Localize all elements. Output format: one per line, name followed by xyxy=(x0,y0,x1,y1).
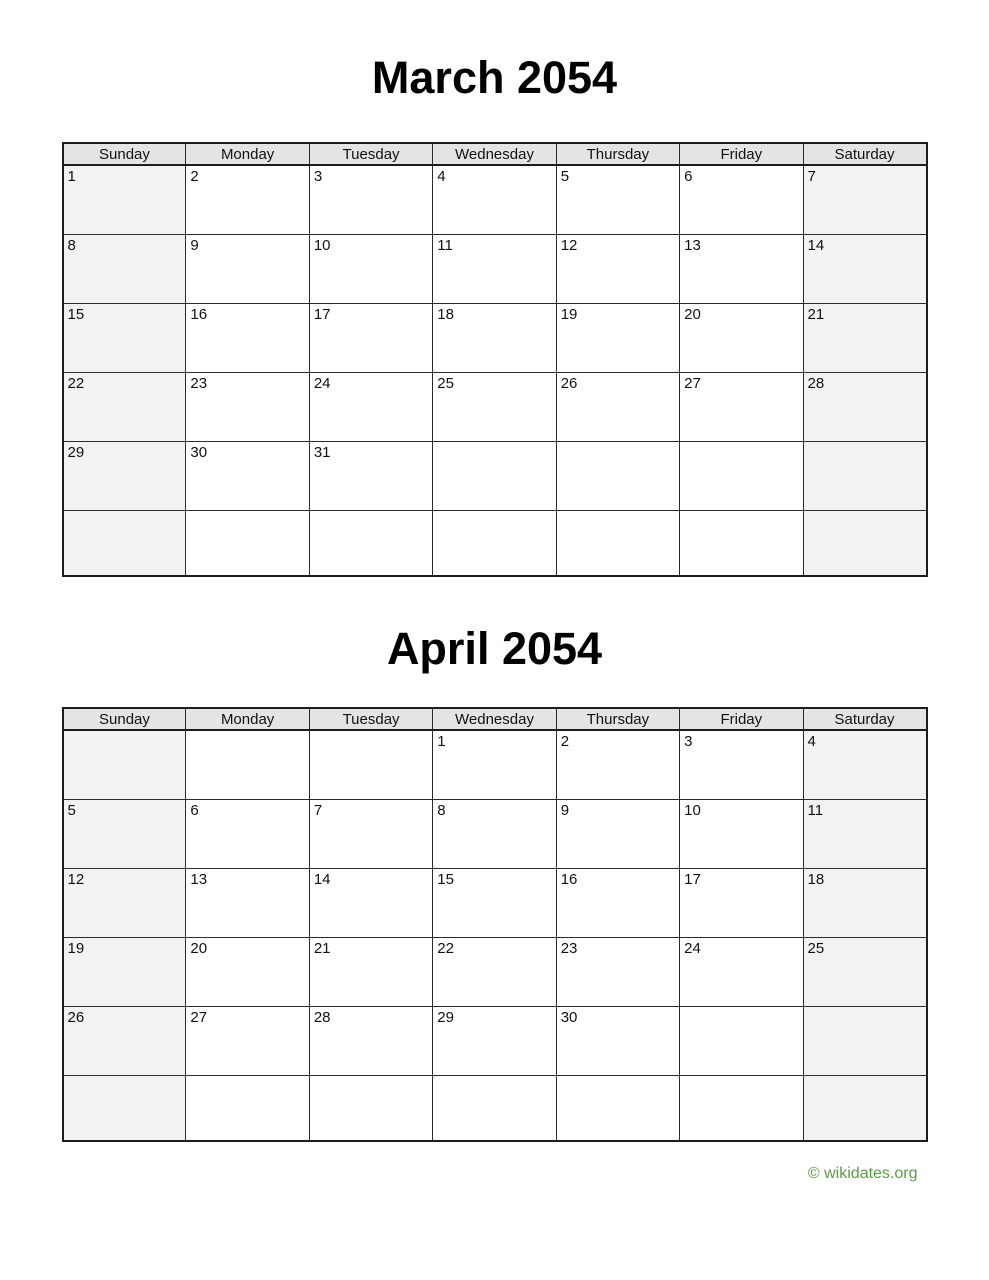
empty-day-cell xyxy=(63,510,186,576)
day-cell: 28 xyxy=(309,1006,432,1075)
day-cell: 7 xyxy=(309,799,432,868)
day-cell: 20 xyxy=(680,303,803,372)
day-cell: 13 xyxy=(186,868,309,937)
empty-day-cell xyxy=(309,1075,432,1141)
week-row xyxy=(63,937,927,1006)
weekday-header: Tuesday xyxy=(309,143,432,165)
day-cell: 27 xyxy=(186,1006,309,1075)
day-cell: 12 xyxy=(63,868,186,937)
day-cell: 18 xyxy=(433,303,556,372)
day-cell: 7 xyxy=(803,165,926,234)
week-row xyxy=(63,234,927,303)
empty-day-cell xyxy=(63,1075,186,1141)
day-cell: 29 xyxy=(433,1006,556,1075)
week-row xyxy=(63,510,927,576)
empty-day-cell xyxy=(186,510,309,576)
empty-day-cell xyxy=(680,1006,803,1075)
day-cell: 2 xyxy=(186,165,309,234)
empty-day-cell xyxy=(803,1075,926,1141)
month-section xyxy=(0,623,989,1142)
day-cell: 23 xyxy=(556,937,679,1006)
empty-day-cell xyxy=(433,441,556,510)
day-cell: 11 xyxy=(803,799,926,868)
week-row xyxy=(63,1075,927,1141)
day-cell: 26 xyxy=(63,1006,186,1075)
day-cell: 16 xyxy=(186,303,309,372)
calendar-table xyxy=(62,142,928,577)
day-cell: 31 xyxy=(309,441,432,510)
weekday-header: Sunday xyxy=(63,143,186,165)
month-title: April 2054 xyxy=(386,623,603,674)
day-cell: 27 xyxy=(680,372,803,441)
weekday-header: Monday xyxy=(186,143,309,165)
day-cell: 28 xyxy=(803,372,926,441)
day-cell: 8 xyxy=(433,799,556,868)
day-cell: 22 xyxy=(63,372,186,441)
day-cell: 20 xyxy=(186,937,309,1006)
weekday-header: Friday xyxy=(680,143,803,165)
week-row xyxy=(63,1006,927,1075)
day-cell: 21 xyxy=(309,937,432,1006)
empty-day-cell xyxy=(680,1075,803,1141)
week-row xyxy=(63,372,927,441)
day-cell: 3 xyxy=(309,165,432,234)
weekday-header: Sunday xyxy=(63,708,186,730)
week-row xyxy=(63,441,927,510)
day-cell: 3 xyxy=(680,730,803,799)
day-cell: 9 xyxy=(556,799,679,868)
weekday-header: Wednesday xyxy=(433,708,556,730)
weekday-header: Thursday xyxy=(556,708,679,730)
empty-day-cell xyxy=(803,510,926,576)
day-cell: 4 xyxy=(803,730,926,799)
weeks-body xyxy=(63,730,927,1141)
week-row xyxy=(63,165,927,234)
day-cell: 5 xyxy=(63,799,186,868)
month-section xyxy=(0,52,989,577)
day-cell: 6 xyxy=(186,799,309,868)
empty-day-cell xyxy=(556,441,679,510)
weekday-header: Wednesday xyxy=(433,143,556,165)
day-cell: 18 xyxy=(803,868,926,937)
day-cell: 26 xyxy=(556,372,679,441)
day-cell: 10 xyxy=(680,799,803,868)
calendar-header xyxy=(63,708,927,730)
day-cell: 5 xyxy=(556,165,679,234)
day-cell: 14 xyxy=(803,234,926,303)
empty-day-cell xyxy=(309,730,432,799)
empty-day-cell xyxy=(680,441,803,510)
weekday-row xyxy=(63,708,927,730)
empty-day-cell xyxy=(186,730,309,799)
day-cell: 25 xyxy=(433,372,556,441)
empty-day-cell xyxy=(556,1075,679,1141)
day-cell: 16 xyxy=(556,868,679,937)
empty-day-cell xyxy=(309,510,432,576)
day-cell: 13 xyxy=(680,234,803,303)
empty-day-cell xyxy=(433,510,556,576)
empty-day-cell xyxy=(680,510,803,576)
empty-day-cell xyxy=(63,730,186,799)
day-cell: 1 xyxy=(433,730,556,799)
weekday-header: Friday xyxy=(680,708,803,730)
weeks-body xyxy=(63,165,927,576)
day-cell: 15 xyxy=(63,303,186,372)
day-cell: 12 xyxy=(556,234,679,303)
day-cell: 29 xyxy=(63,441,186,510)
day-cell: 30 xyxy=(186,441,309,510)
day-cell: 15 xyxy=(433,868,556,937)
day-cell: 9 xyxy=(186,234,309,303)
empty-day-cell xyxy=(186,1075,309,1141)
empty-day-cell xyxy=(803,1006,926,1075)
day-cell: 22 xyxy=(433,937,556,1006)
week-row xyxy=(63,730,927,799)
weekday-header: Thursday xyxy=(556,143,679,165)
day-cell: 14 xyxy=(309,868,432,937)
week-row xyxy=(63,799,927,868)
day-cell: 24 xyxy=(680,937,803,1006)
day-cell: 23 xyxy=(186,372,309,441)
day-cell: 6 xyxy=(680,165,803,234)
weekday-row xyxy=(63,143,927,165)
copyright-text: © wikidates.org xyxy=(807,1165,918,1182)
months-container xyxy=(0,52,989,1142)
week-row xyxy=(63,303,927,372)
calendar-table xyxy=(62,707,928,1142)
day-cell: 24 xyxy=(309,372,432,441)
weekday-header: Tuesday xyxy=(309,708,432,730)
month-title: March 2054 xyxy=(371,52,618,103)
day-cell: 17 xyxy=(309,303,432,372)
calendar-header xyxy=(63,143,927,165)
day-cell: 19 xyxy=(556,303,679,372)
day-cell: 11 xyxy=(433,234,556,303)
day-cell: 10 xyxy=(309,234,432,303)
day-cell: 17 xyxy=(680,868,803,937)
empty-day-cell xyxy=(433,1075,556,1141)
weekday-header: Saturday xyxy=(803,143,926,165)
day-cell: 8 xyxy=(63,234,186,303)
day-cell: 2 xyxy=(556,730,679,799)
weekday-header: Saturday xyxy=(803,708,926,730)
empty-day-cell xyxy=(803,441,926,510)
day-cell: 30 xyxy=(556,1006,679,1075)
day-cell: 4 xyxy=(433,165,556,234)
day-cell: 1 xyxy=(63,165,186,234)
weekday-header: Monday xyxy=(186,708,309,730)
week-row xyxy=(63,868,927,937)
day-cell: 25 xyxy=(803,937,926,1006)
day-cell: 19 xyxy=(63,937,186,1006)
empty-day-cell xyxy=(556,510,679,576)
day-cell: 21 xyxy=(803,303,926,372)
